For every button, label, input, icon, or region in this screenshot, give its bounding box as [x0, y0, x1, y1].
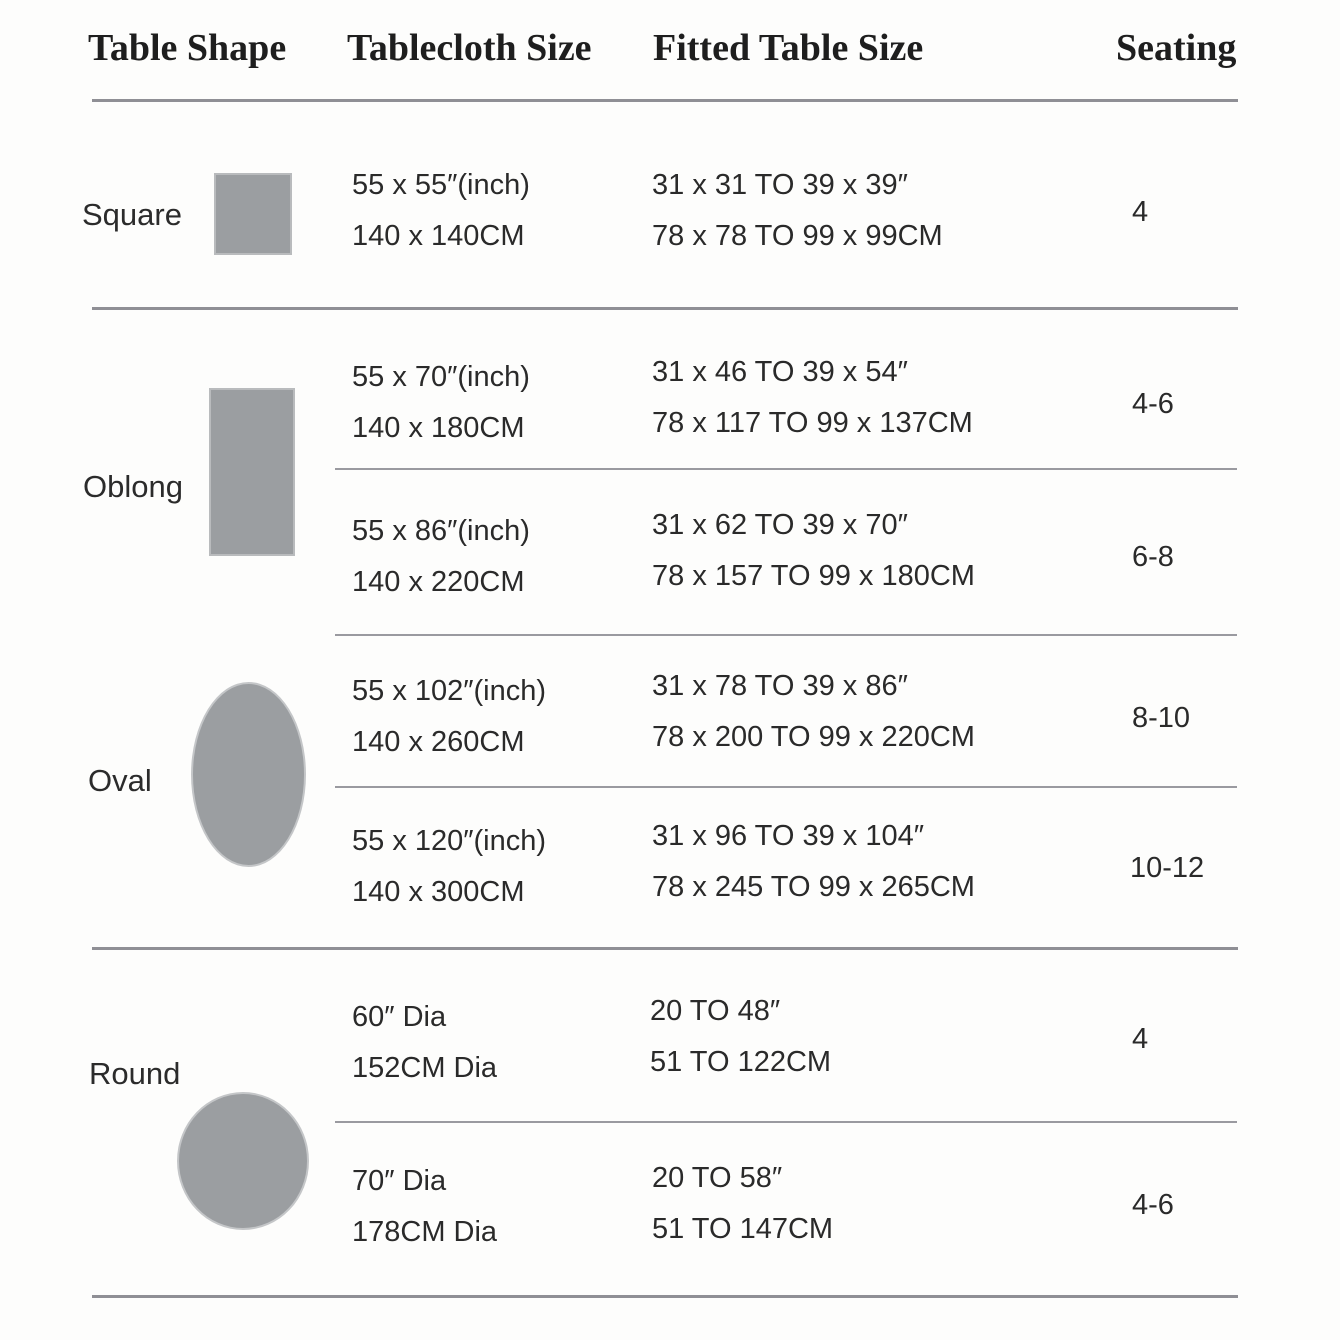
row-5-fitted-inch: 31 x 96 TO 39 x 104″	[652, 820, 924, 852]
row-7-cloth-inch: 70″ Dia	[352, 1165, 447, 1197]
section-divider-square	[92, 307, 1238, 310]
row-1-cloth-inch: 55 x 55″(inch)	[352, 169, 530, 201]
row-2-fitted-cm: 78 x 117 TO 99 x 137CM	[652, 407, 973, 439]
row-7-fitted-size	[652, 1153, 833, 1255]
row-4-fitted-size	[652, 661, 975, 763]
header-seating: Seating	[1116, 27, 1237, 69]
table-bottom-rule	[92, 1295, 1238, 1298]
header-tablecloth-size: Tablecloth Size	[347, 27, 592, 69]
row-3-fitted-inch: 31 x 62 TO 39 x 70″	[652, 509, 908, 541]
row-1-cloth-cm: 140 x 140CM	[352, 220, 525, 252]
row-5-cloth-size	[352, 816, 546, 918]
section-divider-oval	[92, 947, 1238, 950]
row-3-cloth-cm: 140 x 220CM	[352, 566, 525, 598]
row-5-fitted-cm: 78 x 245 TO 99 x 265CM	[652, 871, 975, 903]
row-4-seating: 8-10	[1132, 702, 1191, 734]
section-divider-oblong	[335, 634, 1237, 636]
row-6-fitted-inch: 20 TO 48″	[650, 995, 781, 1027]
row-7-fitted-inch: 20 TO 58″	[652, 1162, 783, 1194]
row-6-fitted-cm: 51 TO 122CM	[650, 1046, 832, 1078]
row-6-cloth-size	[352, 992, 497, 1094]
row-4-fitted-inch: 31 x 78 TO 39 x 86″	[652, 670, 908, 702]
row-6-fitted-size	[650, 986, 831, 1088]
square-shape-icon	[214, 173, 292, 255]
row-divider-oval	[335, 786, 1237, 788]
row-7-cloth-size	[352, 1156, 497, 1258]
row-5-cloth-inch: 55 x 120″(inch)	[352, 825, 547, 857]
row-1-seating: 4	[1132, 196, 1149, 228]
row-1-cloth-size	[352, 160, 530, 262]
row-2-fitted-size	[652, 347, 973, 449]
row-5-cloth-cm: 140 x 300CM	[352, 876, 525, 908]
row-divider-oblong	[335, 468, 1237, 470]
row-6-seating: 4	[1132, 1023, 1149, 1055]
row-6-cloth-inch: 60″ Dia	[352, 1001, 447, 1033]
row-2-cloth-size	[352, 352, 530, 454]
row-3-cloth-inch: 55 x 86″(inch)	[352, 515, 530, 547]
row-6-cloth-cm: 152CM Dia	[352, 1052, 498, 1084]
shape-label-round: Round	[89, 1056, 181, 1091]
oblong-shape-icon	[209, 388, 295, 556]
row-2-fitted-inch: 31 x 46 TO 39 x 54″	[652, 356, 908, 388]
row-7-fitted-cm: 51 TO 147CM	[652, 1213, 834, 1245]
row-2-cloth-cm: 140 x 180CM	[352, 412, 525, 444]
row-1-fitted-size	[652, 160, 943, 262]
round-shape-icon	[177, 1092, 309, 1230]
row-3-seating: 6-8	[1132, 541, 1174, 573]
row-5-seating: 10-12	[1130, 852, 1205, 884]
row-2-cloth-inch: 55 x 70″(inch)	[352, 361, 530, 393]
row-3-fitted-size	[652, 500, 975, 602]
header-table-shape: Table Shape	[88, 27, 287, 69]
row-4-cloth-size	[352, 666, 546, 768]
row-5-fitted-size	[652, 811, 975, 913]
row-7-cloth-cm: 178CM Dia	[352, 1216, 498, 1248]
row-4-fitted-cm: 78 x 200 TO 99 x 220CM	[652, 721, 975, 753]
oval-shape-icon	[191, 682, 306, 867]
row-4-cloth-cm: 140 x 260CM	[352, 726, 525, 758]
row-3-fitted-cm: 78 x 157 TO 99 x 180CM	[652, 560, 975, 592]
row-1-fitted-inch: 31 x 31 TO 39 x 39″	[652, 169, 908, 201]
row-divider-round	[335, 1121, 1237, 1123]
shape-label-square: Square	[82, 197, 182, 232]
header-divider	[92, 99, 1238, 102]
row-7-seating: 4-6	[1132, 1189, 1174, 1221]
shape-label-oval: Oval	[88, 763, 152, 798]
row-3-cloth-size	[352, 506, 530, 608]
row-1-fitted-cm: 78 x 78 TO 99 x 99CM	[652, 220, 943, 252]
row-2-seating: 4-6	[1132, 388, 1174, 420]
row-4-cloth-inch: 55 x 102″(inch)	[352, 675, 547, 707]
header-fitted-table-size: Fitted Table Size	[653, 27, 924, 69]
shape-label-oblong: Oblong	[83, 469, 183, 504]
